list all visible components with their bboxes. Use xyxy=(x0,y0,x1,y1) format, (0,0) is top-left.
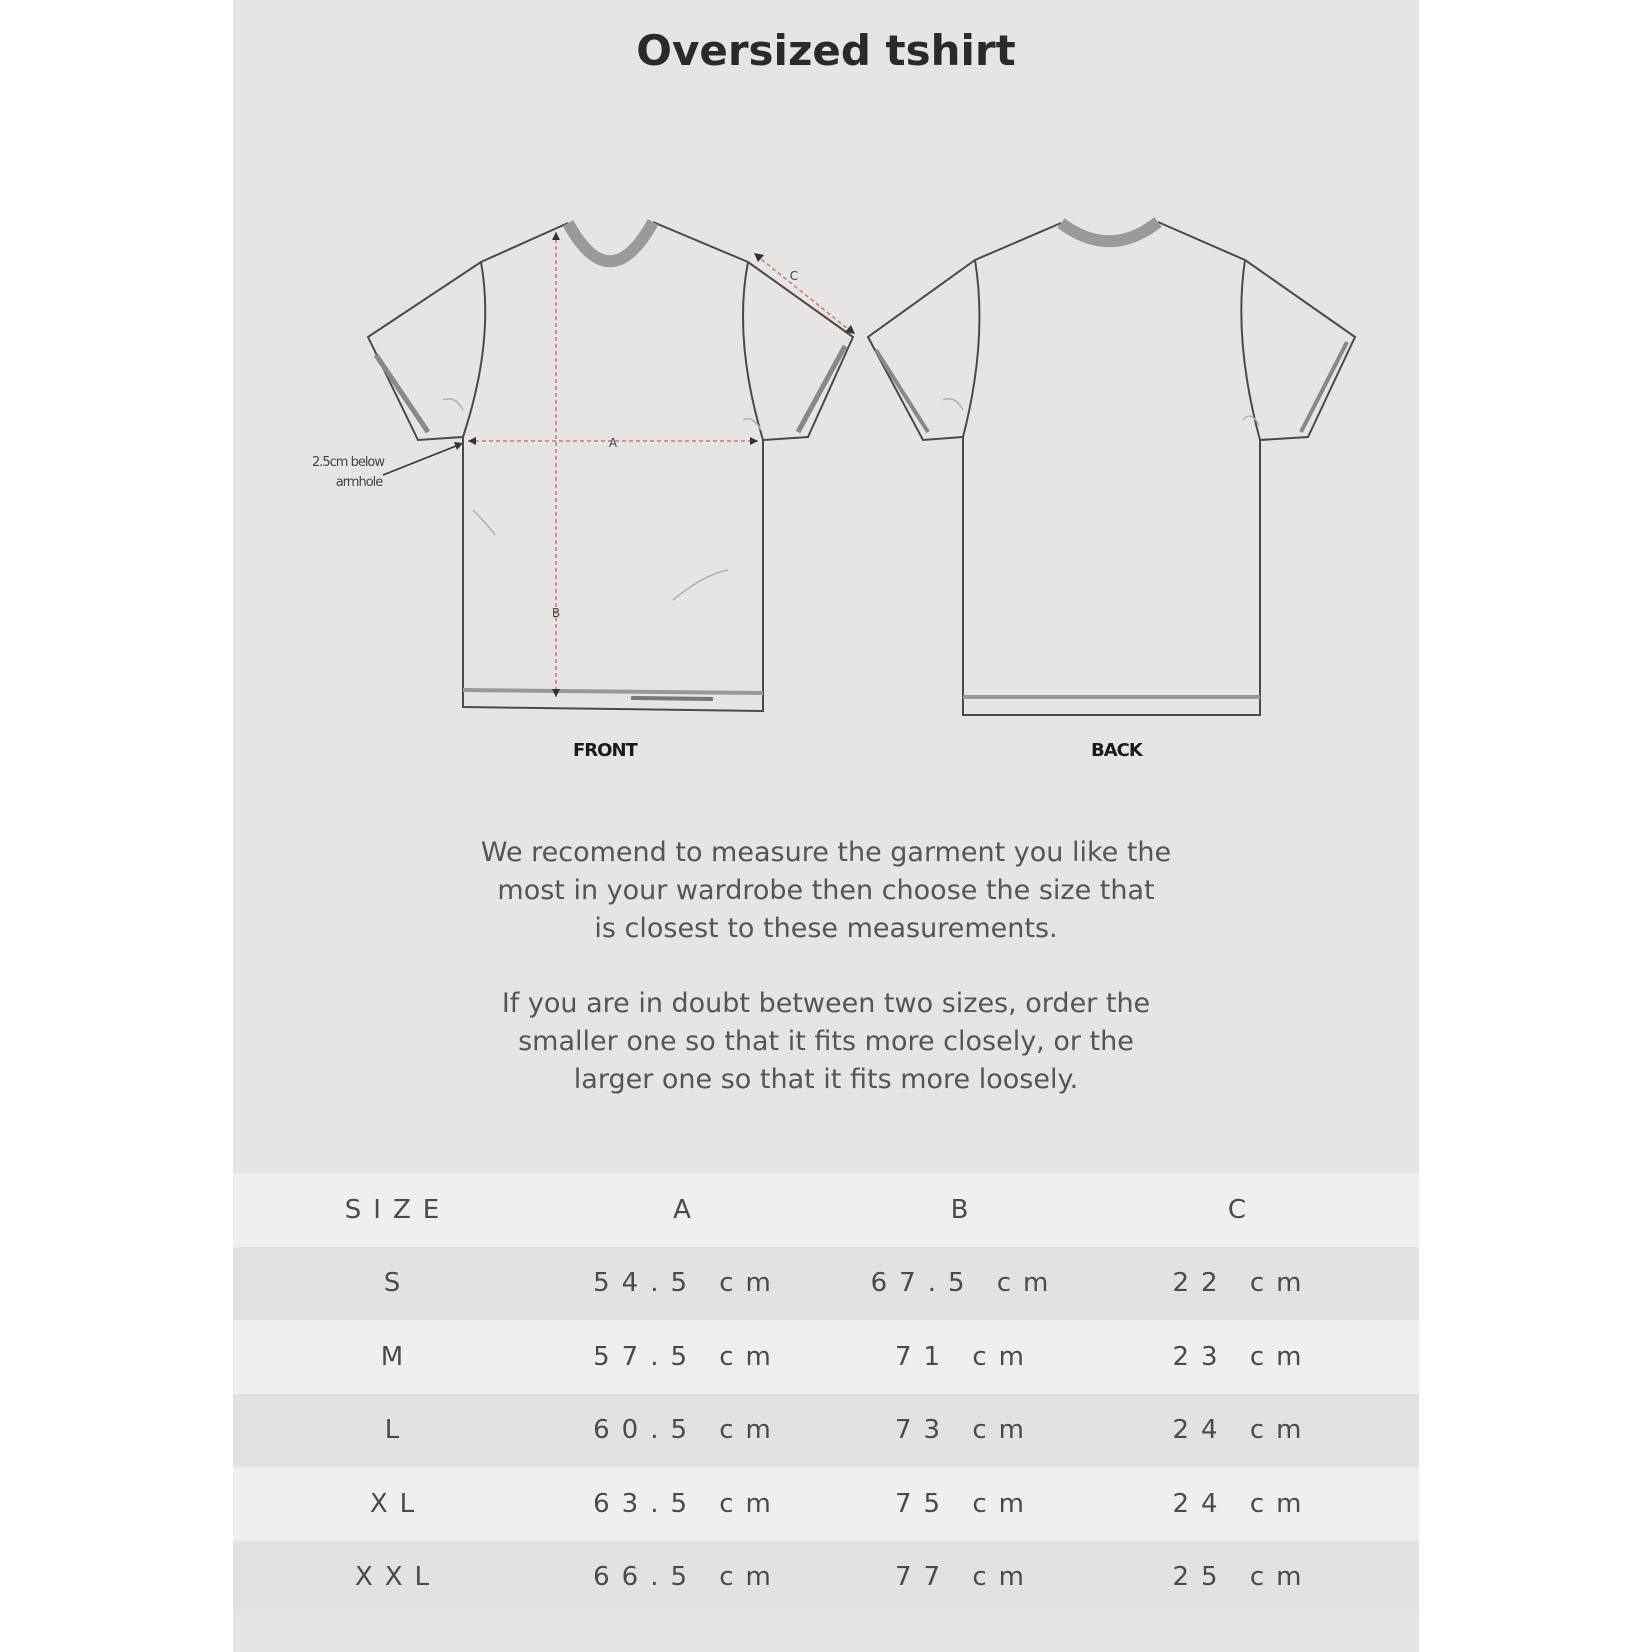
a-cell: 54.5 cm xyxy=(593,1268,783,1299)
size-cell: S xyxy=(383,1268,413,1299)
label-b: B xyxy=(551,606,561,620)
table-row xyxy=(233,1394,1419,1468)
front-label: FRONT xyxy=(573,740,637,761)
size-cell: XXL xyxy=(354,1562,442,1593)
size-cell: M xyxy=(380,1341,416,1372)
header-b: B xyxy=(950,1194,981,1225)
front-measurements xyxy=(383,232,855,697)
size-cell: L xyxy=(384,1415,412,1446)
instruction-line: is closest to these measurements. xyxy=(594,913,1058,944)
instruction-line: larger one so that it fits more loosely. xyxy=(573,1064,1079,1095)
table-row xyxy=(233,1467,1419,1541)
instruction-line: We recomend to measure the garment you like the xyxy=(480,837,1172,868)
note-line-2: armhole xyxy=(335,475,383,490)
note-line-1: 2.5cm below xyxy=(311,455,385,470)
label-a: A xyxy=(608,436,618,450)
b-cell: 77 cm xyxy=(895,1562,1036,1593)
back-tshirt-drawing xyxy=(868,222,1355,715)
table-row xyxy=(233,1541,1419,1615)
b-cell: 73 cm xyxy=(895,1415,1036,1446)
b-cell: 75 cm xyxy=(895,1488,1036,1519)
size-cell: XL xyxy=(369,1488,427,1519)
c-cell: 23 cm xyxy=(1172,1341,1314,1372)
header-size: SIZE xyxy=(344,1194,452,1225)
b-cell: 67.5 cm xyxy=(870,1268,1061,1299)
c-cell: 25 cm xyxy=(1172,1562,1314,1593)
instruction-line: smaller one so that it fits more closely, or the xyxy=(518,1026,1134,1057)
a-cell: 57.5 cm xyxy=(593,1341,783,1372)
header-a: A xyxy=(673,1194,703,1225)
measurement-labels xyxy=(312,269,798,620)
table-row xyxy=(233,1247,1419,1321)
a-cell: 63.5 cm xyxy=(593,1488,783,1519)
c-cell: 22 cm xyxy=(1172,1268,1314,1299)
page-title: Oversized tshirt xyxy=(636,26,1016,75)
back-label: BACK xyxy=(1091,740,1142,761)
front-tshirt-drawing xyxy=(368,222,853,711)
a-cell: 60.5 cm xyxy=(593,1415,783,1446)
c-cell: 24 cm xyxy=(1172,1415,1314,1446)
b-cell: 71 cm xyxy=(895,1341,1036,1372)
instruction-line: If you are in doubt between two sizes, order the xyxy=(501,988,1151,1019)
table-header-row xyxy=(233,1173,1419,1247)
label-c: C xyxy=(789,269,799,283)
instructions-paragraph-1 xyxy=(233,834,1419,948)
c-cell: 24 cm xyxy=(1172,1488,1314,1519)
table-row xyxy=(233,1320,1419,1394)
instructions-paragraph-2 xyxy=(233,985,1419,1099)
instruction-line: most in your wardrobe then choose the size that xyxy=(497,875,1155,906)
header-c: C xyxy=(1227,1194,1259,1225)
size-table xyxy=(233,1173,1419,1614)
tshirt-diagram xyxy=(233,0,1419,780)
size-guide-card xyxy=(233,0,1419,1652)
a-cell: 66.5 cm xyxy=(593,1562,783,1593)
